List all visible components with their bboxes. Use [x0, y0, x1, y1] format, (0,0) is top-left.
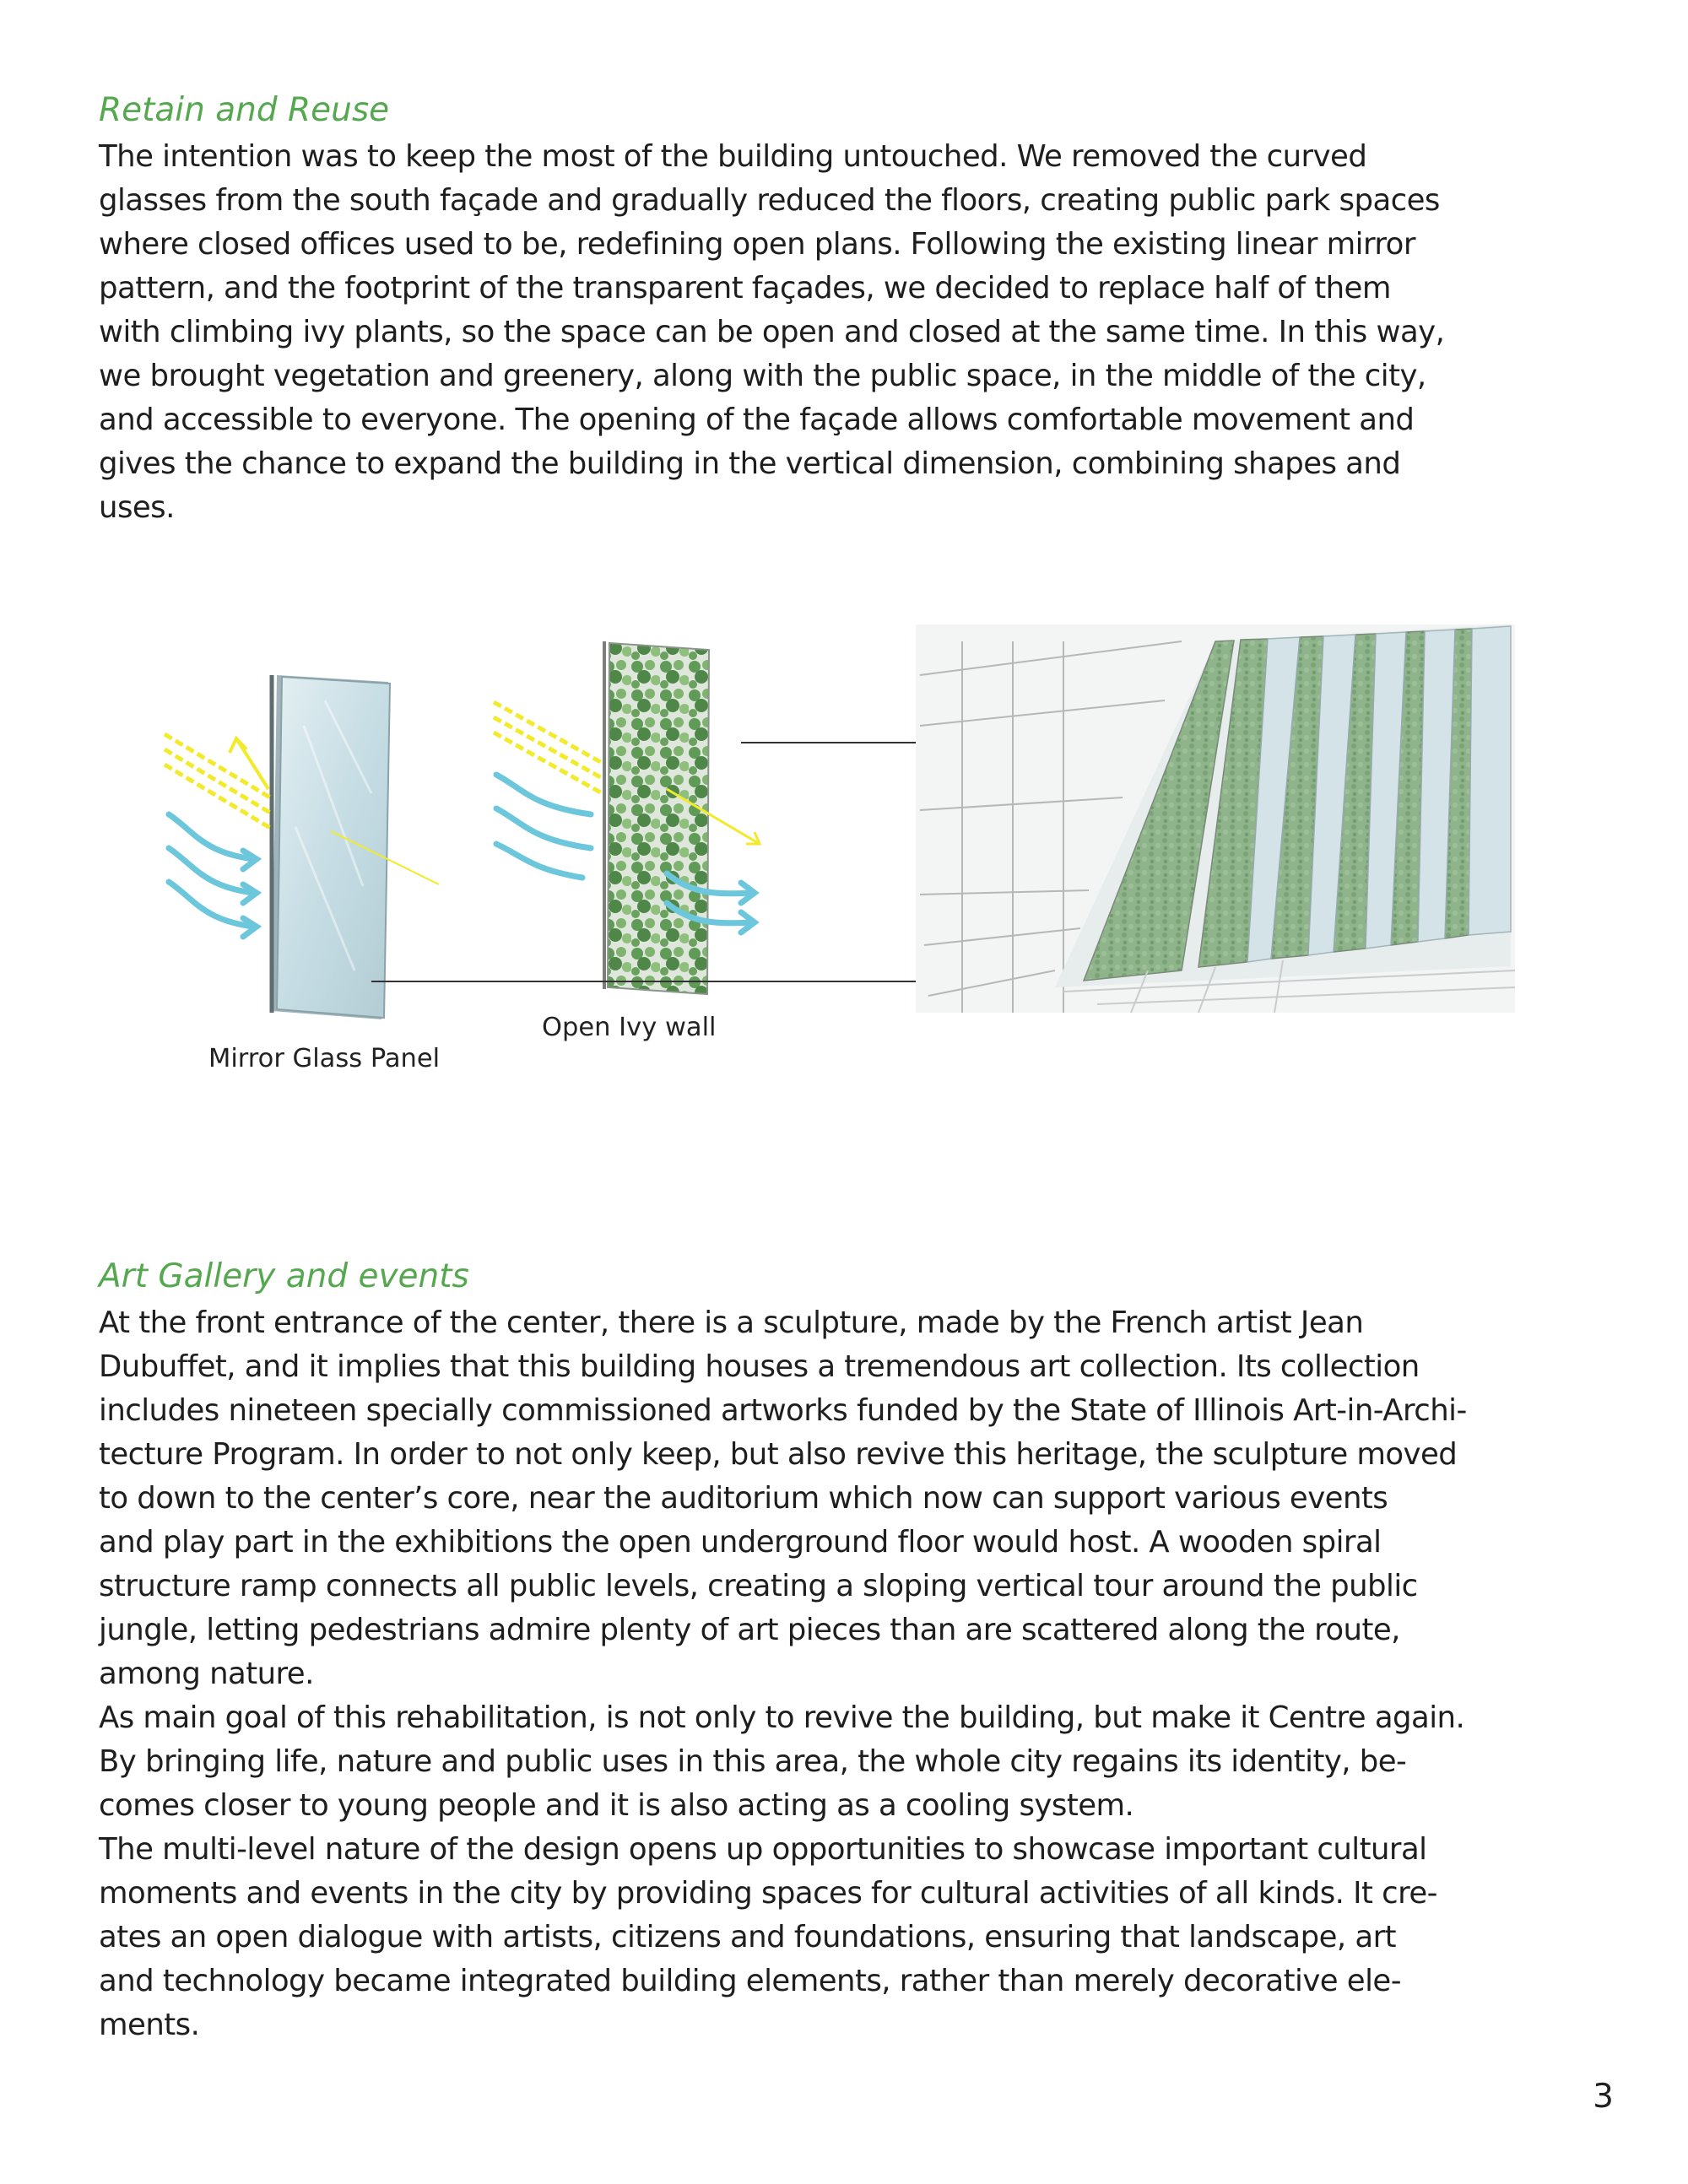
text-line: where closed offices used to be, redefining open plans. Following the existing linear mirror	[99, 227, 1415, 262]
text-line: ates an open dialogue with artists, citizens and foundations, ensuring that landscape, art	[99, 1920, 1396, 1954]
text-line: among nature.	[99, 1657, 314, 1691]
caption-mirror-glass-panel: Mirror Glass Panel	[208, 1044, 441, 1073]
text-line: tecture Program. In order to not only keep, but also revive this heritage, the sculpture moved	[99, 1437, 1458, 1472]
wind-arrows-icon	[169, 814, 257, 937]
sun-rays-icon	[165, 734, 270, 828]
text-line: and technology became integrated building elements, rather than merely decorative ele-	[99, 1964, 1401, 1998]
page-number: 3	[1593, 2078, 1614, 2116]
text-line: comes closer to young people and it is also acting as a cooling system.	[99, 1788, 1134, 1823]
section-heading-art-gallery: Art Gallery and events	[99, 1257, 469, 1295]
text-line: to down to the center’s core, near the auditorium which now can support various events	[99, 1481, 1388, 1516]
mirror-glass-panel-illustration	[272, 675, 390, 1019]
paragraph-art-gallery	[99, 1301, 1467, 2047]
text-line: includes nineteen specially commissioned artworks funded by the State of Illinois Art-in-Archi-	[99, 1393, 1467, 1428]
text-line: The intention was to keep the most of the building untouched. We removed the curved	[99, 139, 1367, 174]
text-line: By bringing life, nature and public uses in this area, the whole city regains its identity, be-	[99, 1744, 1407, 1779]
text-line: and accessible to everyone. The opening of the façade allows comfortable movement and	[99, 403, 1415, 437]
text-line: The multi-level nature of the design opens up opportunities to showcase important cultural	[99, 1832, 1427, 1867]
section-heading-retain-reuse: Retain and Reuse	[99, 91, 390, 129]
text-line: gives the chance to expand the building in the vertical dimension, combining shapes and	[99, 446, 1401, 481]
text-line: At the front entrance of the center, there is a sculpture, made by the French artist Jean	[99, 1306, 1364, 1340]
text-line: As main goal of this rehabilitation, is not only to revive the building, but make it Centre again.	[99, 1700, 1465, 1735]
text-line: moments and events in the city by providing spaces for cultural activities of all kinds. It cre-	[99, 1876, 1437, 1911]
text-line: and play part in the exhibitions the open underground floor would host. A wooden spiral	[99, 1525, 1382, 1560]
caption-open-ivy-wall: Open Ivy wall	[542, 1013, 717, 1042]
text-line: pattern, and the footprint of the transparent façades, we decided to replace half of them	[99, 271, 1391, 305]
text-line: Dubuffet, and it implies that this building houses a tremendous art collection. Its collection	[99, 1349, 1420, 1384]
text-line: structure ramp connects all public levels, creating a sloping vertical tour around the public	[99, 1569, 1418, 1603]
text-line: jungle, letting pedestrians admire plenty of art pieces than are scattered along the route,	[99, 1613, 1400, 1647]
text-line: uses.	[99, 490, 175, 525]
text-line: ments.	[99, 2008, 200, 2042]
building-facade-render	[916, 624, 1515, 1013]
text-line: with climbing ivy plants, so the space can be open and closed at the same time. In this way,	[99, 315, 1445, 349]
open-ivy-wall-illustration	[604, 641, 709, 994]
reflected-ray-icon	[230, 738, 268, 789]
text-line: we brought vegetation and greenery, along with the public space, in the middle of the city,	[99, 359, 1426, 393]
text-line: glasses from the south façade and gradually reduced the floors, creating public park spaces	[99, 183, 1440, 218]
